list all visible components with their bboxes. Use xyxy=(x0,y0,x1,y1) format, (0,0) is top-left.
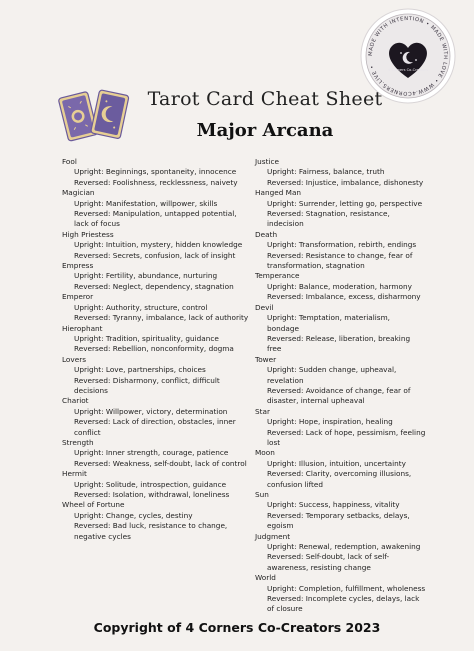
reversed-meaning: Reversed: Weakness, self-doubt, lack of control xyxy=(74,458,247,468)
upright-meaning: Upright: Intuition, mystery, hidden knowledge xyxy=(74,240,243,250)
right-card-column xyxy=(255,157,430,615)
upright-meaning: Upright: Fairness, balance, truth xyxy=(267,167,385,177)
upright-meaning-cont: bondage xyxy=(267,323,299,333)
card-name: World xyxy=(255,573,276,583)
card-entry-devil xyxy=(255,303,430,355)
upright-meaning: Upright: Temptation, materialism, xyxy=(267,313,391,323)
card-name: Moon xyxy=(255,448,275,458)
reversed-meaning-cont: indecision xyxy=(267,219,304,229)
card-entry-fool xyxy=(62,157,252,188)
reversed-meaning-cont: transformation, stagnation xyxy=(267,261,365,271)
card-entry-emperor xyxy=(62,292,252,323)
svg-text:MADE WITH INTENTION • MADE WIT: MADE WITH INTENTION • MADE WITH LOVE • WWW.4CORNERS.LIVE • xyxy=(367,15,449,97)
reversed-meaning: Reversed: Tyranny, imbalance, lack of authority xyxy=(74,313,249,323)
upright-meaning-cont: revelation xyxy=(267,375,304,385)
reversed-meaning: Reversed: Bad luck, resistance to change, xyxy=(74,521,228,531)
reversed-meaning-cont: of closure xyxy=(267,604,303,614)
card-name: Hierophant xyxy=(62,323,103,333)
reversed-meaning: Reversed: Foolishness, recklessness, naivety xyxy=(74,177,238,187)
upright-meaning: Upright: Renewal, redemption, awakening xyxy=(267,542,421,552)
card-name: Chariot xyxy=(62,396,89,406)
upright-meaning: Upright: Beginnings, spontaneity, innocence xyxy=(74,167,237,177)
card-name: Devil xyxy=(255,302,274,312)
card-name: Sun xyxy=(255,490,269,499)
card-name: Hermit xyxy=(62,469,87,479)
card-name: Emperor xyxy=(62,292,94,302)
card-entry-world xyxy=(255,573,430,615)
card-name: Death xyxy=(255,229,278,239)
reversed-meaning: Reversed: Rebellion, nonconformity, dogma xyxy=(74,344,234,354)
reversed-meaning: Reversed: Self-doubt, lack of self- xyxy=(267,552,390,562)
reversed-meaning-cont: conflict xyxy=(74,427,101,437)
reversed-meaning: Reversed: Clarity, overcoming illusions, xyxy=(267,469,412,479)
card-entry-hermit xyxy=(62,469,252,500)
reversed-meaning-cont: awareness, resisting change xyxy=(267,562,371,572)
reversed-meaning: Reversed: Isolation, withdrawal, loneliness xyxy=(74,490,230,499)
card-name: Wheel of Fortune xyxy=(62,500,125,510)
card-name: Tower xyxy=(255,354,277,364)
reversed-meaning-cont: confusion lifted xyxy=(267,479,324,489)
reversed-meaning: Reversed: Secrets, confusion, lack of insight xyxy=(74,250,236,260)
reversed-meaning-cont: free xyxy=(267,344,282,354)
card-entry-lovers xyxy=(62,355,252,397)
reversed-meaning: Reversed: Neglect, dependency, stagnation xyxy=(74,281,234,291)
reversed-meaning: Reversed: Imbalance, excess, disharmony xyxy=(267,292,421,302)
card-name: Empress xyxy=(62,261,94,271)
upright-meaning: Upright: Illusion, intuition, uncertainty xyxy=(267,458,406,468)
card-entry-justice xyxy=(255,157,430,188)
reversed-meaning-cont: lost xyxy=(267,437,281,447)
upright-meaning: Upright: Willpower, victory, determination xyxy=(74,406,228,416)
card-entry-chariot xyxy=(62,396,252,438)
card-entry-judgment xyxy=(255,532,430,574)
svg-text:4 Corners Co-Creators: 4 Corners Co-Creators xyxy=(388,68,428,72)
reversed-meaning: Reversed: Lack of direction, obstacles, inner xyxy=(74,417,236,427)
card-name: Magician xyxy=(62,188,95,198)
upright-meaning: Upright: Success, happiness, vitality xyxy=(267,500,400,510)
card-entry-temperance xyxy=(255,271,430,302)
card-entry-empress xyxy=(62,261,252,292)
reversed-meaning-cont: decisions xyxy=(74,385,108,395)
reversed-meaning: Reversed: Avoidance of change, fear of xyxy=(267,385,411,395)
page-title: Tarot Card Cheat Sheet xyxy=(147,88,383,110)
left-card-column xyxy=(62,157,252,542)
reversed-meaning-cont: disaster, internal upheaval xyxy=(267,396,365,406)
reversed-meaning: Reversed: Disharmony, conflict, difficult xyxy=(74,375,220,385)
card-name: Temperance xyxy=(255,271,300,281)
card-name: Justice xyxy=(255,157,279,166)
reversed-meaning: Reversed: Manipulation, untapped potential, xyxy=(74,209,237,219)
upright-meaning: Upright: Manifestation, willpower, skills xyxy=(74,198,218,208)
upright-meaning: Upright: Completion, fulfillment, wholeness xyxy=(267,583,426,593)
card-entry-star xyxy=(255,407,430,449)
card-entry-wheel-of-fortune xyxy=(62,500,252,542)
card-name: High Priestess xyxy=(62,229,114,239)
reversed-meaning-cont: lack of focus xyxy=(74,219,120,229)
upright-meaning: Upright: Love, partnerships, choices xyxy=(74,365,206,375)
card-name: Hanged Man xyxy=(255,188,302,198)
card-name: Star xyxy=(255,406,270,416)
upright-meaning: Upright: Fertility, abundance, nurturing xyxy=(74,271,218,281)
card-name: Strength xyxy=(62,437,94,447)
reversed-meaning: Reversed: Incomplete cycles, delays, lack xyxy=(267,594,420,604)
card-entry-sun xyxy=(255,490,430,532)
upright-meaning: Upright: Tradition, spirituality, guidance xyxy=(74,333,219,343)
upright-meaning: Upright: Transformation, rebirth, endings xyxy=(267,240,417,250)
card-entry-tower xyxy=(255,355,430,407)
card-entry-strength xyxy=(62,438,252,469)
page-subtitle: Major Arcana xyxy=(196,120,334,141)
reversed-meaning: Reversed: Stagnation, resistance, xyxy=(267,209,390,219)
reversed-meaning: Reversed: Injustice, imbalance, dishonesty xyxy=(267,177,424,187)
reversed-meaning: Reversed: Lack of hope, pessimism, feeling xyxy=(267,427,426,437)
upright-meaning: Upright: Surrender, letting go, perspective xyxy=(267,198,423,208)
card-entry-hierophant xyxy=(62,324,252,355)
reversed-meaning-cont: negative cycles xyxy=(74,531,131,541)
card-entry-hanged-man xyxy=(255,188,430,230)
upright-meaning: Upright: Balance, moderation, harmony xyxy=(267,281,412,291)
upright-meaning: Upright: Change, cycles, destiny xyxy=(74,510,193,520)
upright-meaning: Upright: Authority, structure, control xyxy=(74,302,208,312)
reversed-meaning: Reversed: Release, liberation, breaking xyxy=(267,333,411,343)
card-entry-death xyxy=(255,230,430,272)
copyright-footer: Copyright of 4 Corners Co-Creators 2023 xyxy=(93,620,381,635)
upright-meaning: Upright: Solitude, introspection, guidance xyxy=(74,479,227,489)
upright-meaning: Upright: Sudden change, upheaval, xyxy=(267,365,397,375)
card-entry-high-priestess xyxy=(62,230,252,261)
card-entry-magician xyxy=(62,188,252,230)
card-name: Fool xyxy=(62,157,77,166)
card-name: Judgment xyxy=(255,531,291,541)
card-name: Lovers xyxy=(62,354,87,364)
upright-meaning: Upright: Hope, inspiration, healing xyxy=(267,417,393,427)
upright-meaning: Upright: Inner strength, courage, patience xyxy=(74,448,229,458)
reversed-meaning-cont: egoism xyxy=(267,521,294,531)
card-entry-moon xyxy=(255,448,430,490)
reversed-meaning: Reversed: Resistance to change, fear of xyxy=(267,250,413,260)
reversed-meaning: Reversed: Temporary setbacks, delays, xyxy=(267,510,410,520)
